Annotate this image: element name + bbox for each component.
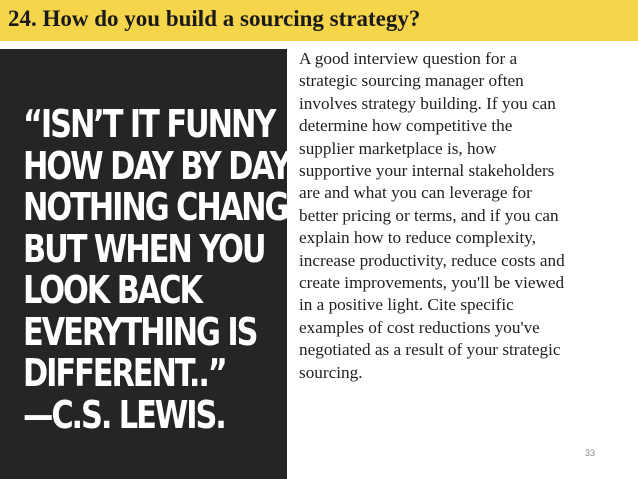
answer-text xyxy=(299,48,631,384)
quote-image xyxy=(0,49,326,479)
slide-title: 24. How do you build a sourcing strategy? xyxy=(8,6,421,31)
title-bar xyxy=(0,0,638,41)
quote-line: “ISN’T IT FUNNY xyxy=(23,102,275,146)
quote-line: HOW DAY BY DAY xyxy=(23,143,290,188)
answer-line: supplier marketplace is, how xyxy=(299,138,497,158)
answer-line: involves strategy building. If you can xyxy=(299,93,556,113)
quote-attribution: —C.S. LEWIS. xyxy=(23,392,225,437)
answer-line: negotiated as a result of your strategic xyxy=(299,340,561,360)
quote-line: NOTHING CHANGES xyxy=(23,185,326,229)
answer-line: increase productivity, reduce costs and xyxy=(299,250,565,270)
answer-line: explain how to reduce complexity, xyxy=(299,228,537,248)
quote-line: DIFFERENT..” xyxy=(23,351,226,395)
answer-line: sourcing. xyxy=(299,362,363,382)
answer-line: A good interview question for a xyxy=(299,49,518,68)
answer-line: are and what you can leverage for xyxy=(299,183,532,203)
page-number: 33 xyxy=(585,448,596,458)
quote-line: BUT WHEN YOU xyxy=(23,226,265,271)
answer-line: better pricing or terms, and if you can xyxy=(299,205,559,225)
answer-line: examples of cost reductions you've xyxy=(299,317,540,337)
answer-line: determine how competitive the xyxy=(299,116,513,136)
answer-line: create improvements, you'll be viewed xyxy=(299,273,565,293)
quote-text xyxy=(23,102,326,437)
answer-line: in a positive light. Cite specific xyxy=(299,295,514,315)
answer-line: supportive your internal stakeholders xyxy=(299,161,555,181)
answer-line: strategic sourcing manager often xyxy=(299,71,524,91)
quote-line: EVERYTHING IS xyxy=(23,309,257,354)
quote-line: LOOK BACK xyxy=(23,268,201,312)
